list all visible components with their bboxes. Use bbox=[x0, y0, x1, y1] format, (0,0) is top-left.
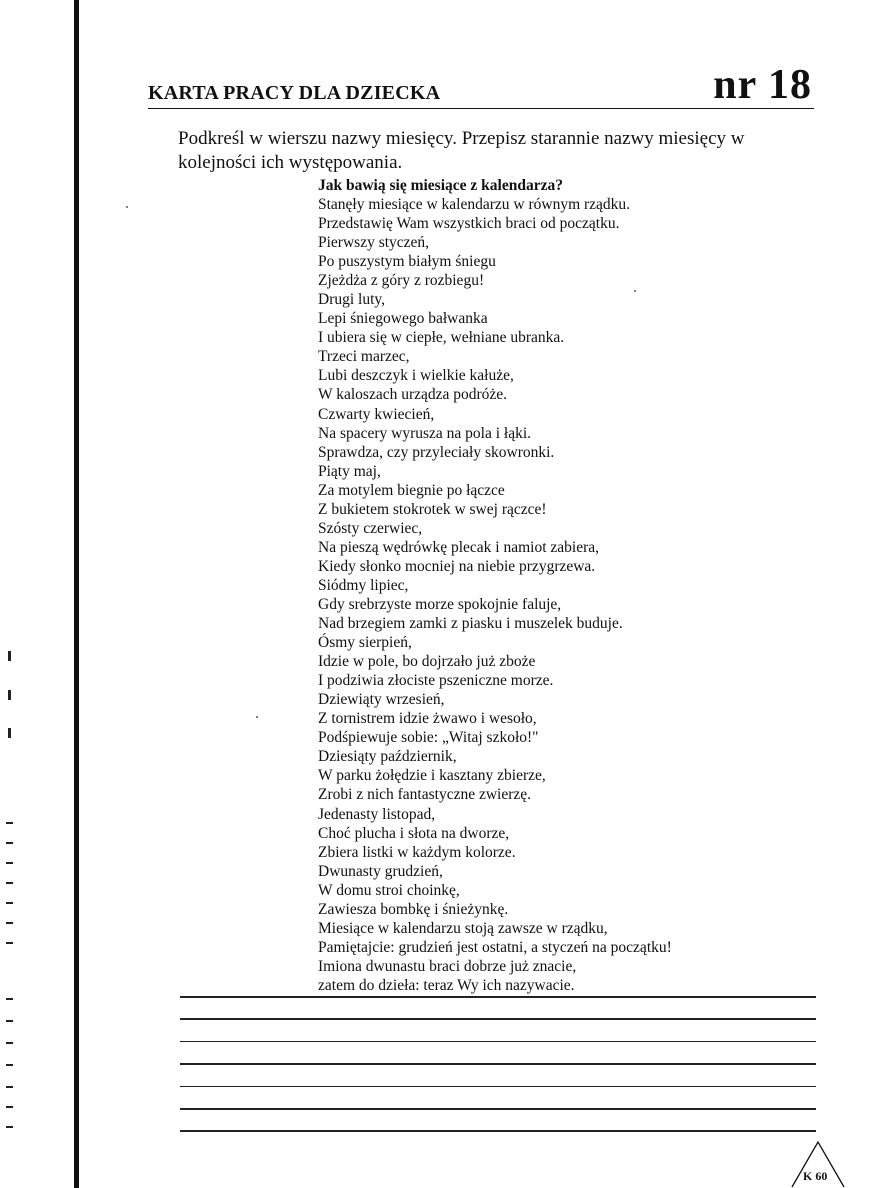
poem-line: Trzeci marzec, bbox=[318, 348, 410, 366]
poem-line: Czwarty kwiecień, bbox=[318, 405, 435, 423]
answer-line[interactable] bbox=[180, 1041, 816, 1043]
poem-line: Po puszystym białym śniegu bbox=[318, 253, 496, 271]
poem-line: Siódmy lipiec, bbox=[318, 576, 409, 594]
poem-line: Pierwszy styczeń, bbox=[318, 234, 430, 252]
answer-line[interactable] bbox=[180, 1086, 816, 1088]
poem-line: Zrobi z nich fantastyczne zwierzę. bbox=[318, 786, 532, 804]
poem-line: Lepi śniegowego bałwanka bbox=[318, 310, 488, 328]
poem-line: Za motylem biegnie po łączce bbox=[318, 481, 505, 499]
margin-mark bbox=[6, 902, 13, 904]
margin-mark bbox=[6, 922, 13, 924]
poem-line: Miesiące w kalendarzu stoją zawsze w rządku, bbox=[318, 919, 608, 937]
margin-mark bbox=[6, 1064, 13, 1066]
margin-mark bbox=[6, 1106, 13, 1108]
poem-line: W kaloszach urządza podróże. bbox=[318, 386, 508, 404]
page-badge-label: K 60 bbox=[803, 1169, 828, 1183]
poem-line: Z tornistrem idzie żwawo i wesoło, bbox=[318, 710, 537, 728]
poem-line: Podśpiewuje sobie: „Witaj szkoło!" bbox=[318, 729, 539, 747]
poem-line: I podziwia złociste pszeniczne morze. bbox=[318, 672, 554, 690]
poem-line: W domu stroi choinkę, bbox=[318, 881, 460, 899]
worksheet-header bbox=[148, 62, 814, 109]
poem-line: Dziewiąty wrzesień, bbox=[318, 691, 445, 709]
poem-line: Sprawdza, czy przyleciały skowronki. bbox=[318, 443, 555, 461]
margin-mark bbox=[6, 1020, 13, 1022]
poem-line: Drugi luty, bbox=[318, 291, 386, 309]
margin-mark bbox=[6, 1126, 13, 1128]
poem-line: Nad brzegiem zamki z piasku i muszelek buduje. bbox=[318, 615, 623, 633]
worksheet-title: KARTA PRACY DLA DZIECKA bbox=[148, 82, 441, 104]
poem-line: Zjeżdża z góry z rozbiegu! bbox=[318, 272, 485, 290]
poem-line: Piąty maj, bbox=[318, 462, 381, 480]
margin-mark bbox=[8, 690, 11, 700]
poem-line: Stanęły miesiące w kalendarzu w równym rządku. bbox=[318, 196, 631, 213]
margin-mark bbox=[6, 942, 13, 944]
poem-line: Na pieszą wędrówkę plecak i namiot zabiera, bbox=[318, 538, 600, 556]
margin-mark bbox=[6, 822, 13, 824]
answer-line[interactable] bbox=[180, 1108, 816, 1110]
margin-mark bbox=[6, 998, 13, 1000]
poem-line: Gdy srebrzyste morze spokojnie faluje, bbox=[318, 595, 562, 613]
margin-mark bbox=[8, 651, 11, 661]
margin-mark bbox=[6, 882, 13, 884]
poem-line: Szósty czerwiec, bbox=[318, 519, 423, 537]
poem-line: Idzie w pole, bo dojrzało już zboże bbox=[318, 653, 536, 671]
task-instruction: Podkreśl w wierszu nazwy miesięcy. Przepisz starannie nazwy miesięcy w kolejności ich występowania. bbox=[178, 128, 745, 173]
answer-line[interactable] bbox=[180, 1018, 816, 1020]
margin-mark bbox=[8, 728, 11, 738]
speck bbox=[126, 206, 128, 208]
poem-line: W parku żołędzie i kasztany zbierze, bbox=[318, 767, 546, 785]
poem-lines bbox=[318, 195, 818, 995]
poem-line: Lubi deszczyk i wielkie kałuże, bbox=[318, 367, 514, 385]
poem-line: Kiedy słonko mocniej na niebie przygrzewa. bbox=[318, 557, 596, 575]
binding-line bbox=[74, 0, 79, 1188]
answer-line[interactable] bbox=[180, 996, 816, 998]
margin-mark bbox=[6, 1086, 13, 1088]
answer-line[interactable] bbox=[180, 1063, 816, 1065]
poem-line: Dwunasty grudzień, bbox=[318, 862, 443, 880]
poem bbox=[318, 176, 818, 995]
poem-line: I ubiera się w ciepłe, wełniane ubranka. bbox=[318, 329, 565, 347]
margin-mark bbox=[6, 842, 13, 844]
poem-line: Imiona dwunastu braci dobrze już znacie, bbox=[318, 957, 577, 975]
answer-lines bbox=[180, 996, 816, 1153]
poem-title: Jak bawią się miesiące z kalendarza? bbox=[318, 177, 563, 194]
margin-mark bbox=[6, 1042, 13, 1044]
poem-line: Przedstawię Wam wszystkich braci od początku. bbox=[318, 215, 620, 233]
poem-line: Choć plucha i słota na dworze, bbox=[318, 824, 510, 842]
poem-line: Ósmy sierpień, bbox=[318, 634, 412, 652]
speck bbox=[256, 716, 258, 718]
poem-line: Jedenasty listopad, bbox=[318, 805, 436, 823]
worksheet-number: nr 18 bbox=[713, 62, 812, 108]
poem-line: Na spacery wyrusza na pola i łąki. bbox=[318, 424, 532, 442]
poem-line: Zbiera listki w każdym kolorze. bbox=[318, 843, 516, 861]
margin-mark bbox=[6, 862, 13, 864]
poem-line: Dziesiąty październik, bbox=[318, 748, 457, 766]
answer-line[interactable] bbox=[180, 1130, 816, 1132]
poem-line: Zawiesza bombkę i śnieżynkę. bbox=[318, 900, 509, 918]
poem-line: zatem do dzieła: teraz Wy ich nazywacie. bbox=[318, 976, 575, 994]
poem-line: Z bukietem stokrotek w swej rączce! bbox=[318, 500, 547, 518]
poem-line: Pamiętajcie: grudzień jest ostatni, a styczeń na początku! bbox=[318, 938, 672, 956]
